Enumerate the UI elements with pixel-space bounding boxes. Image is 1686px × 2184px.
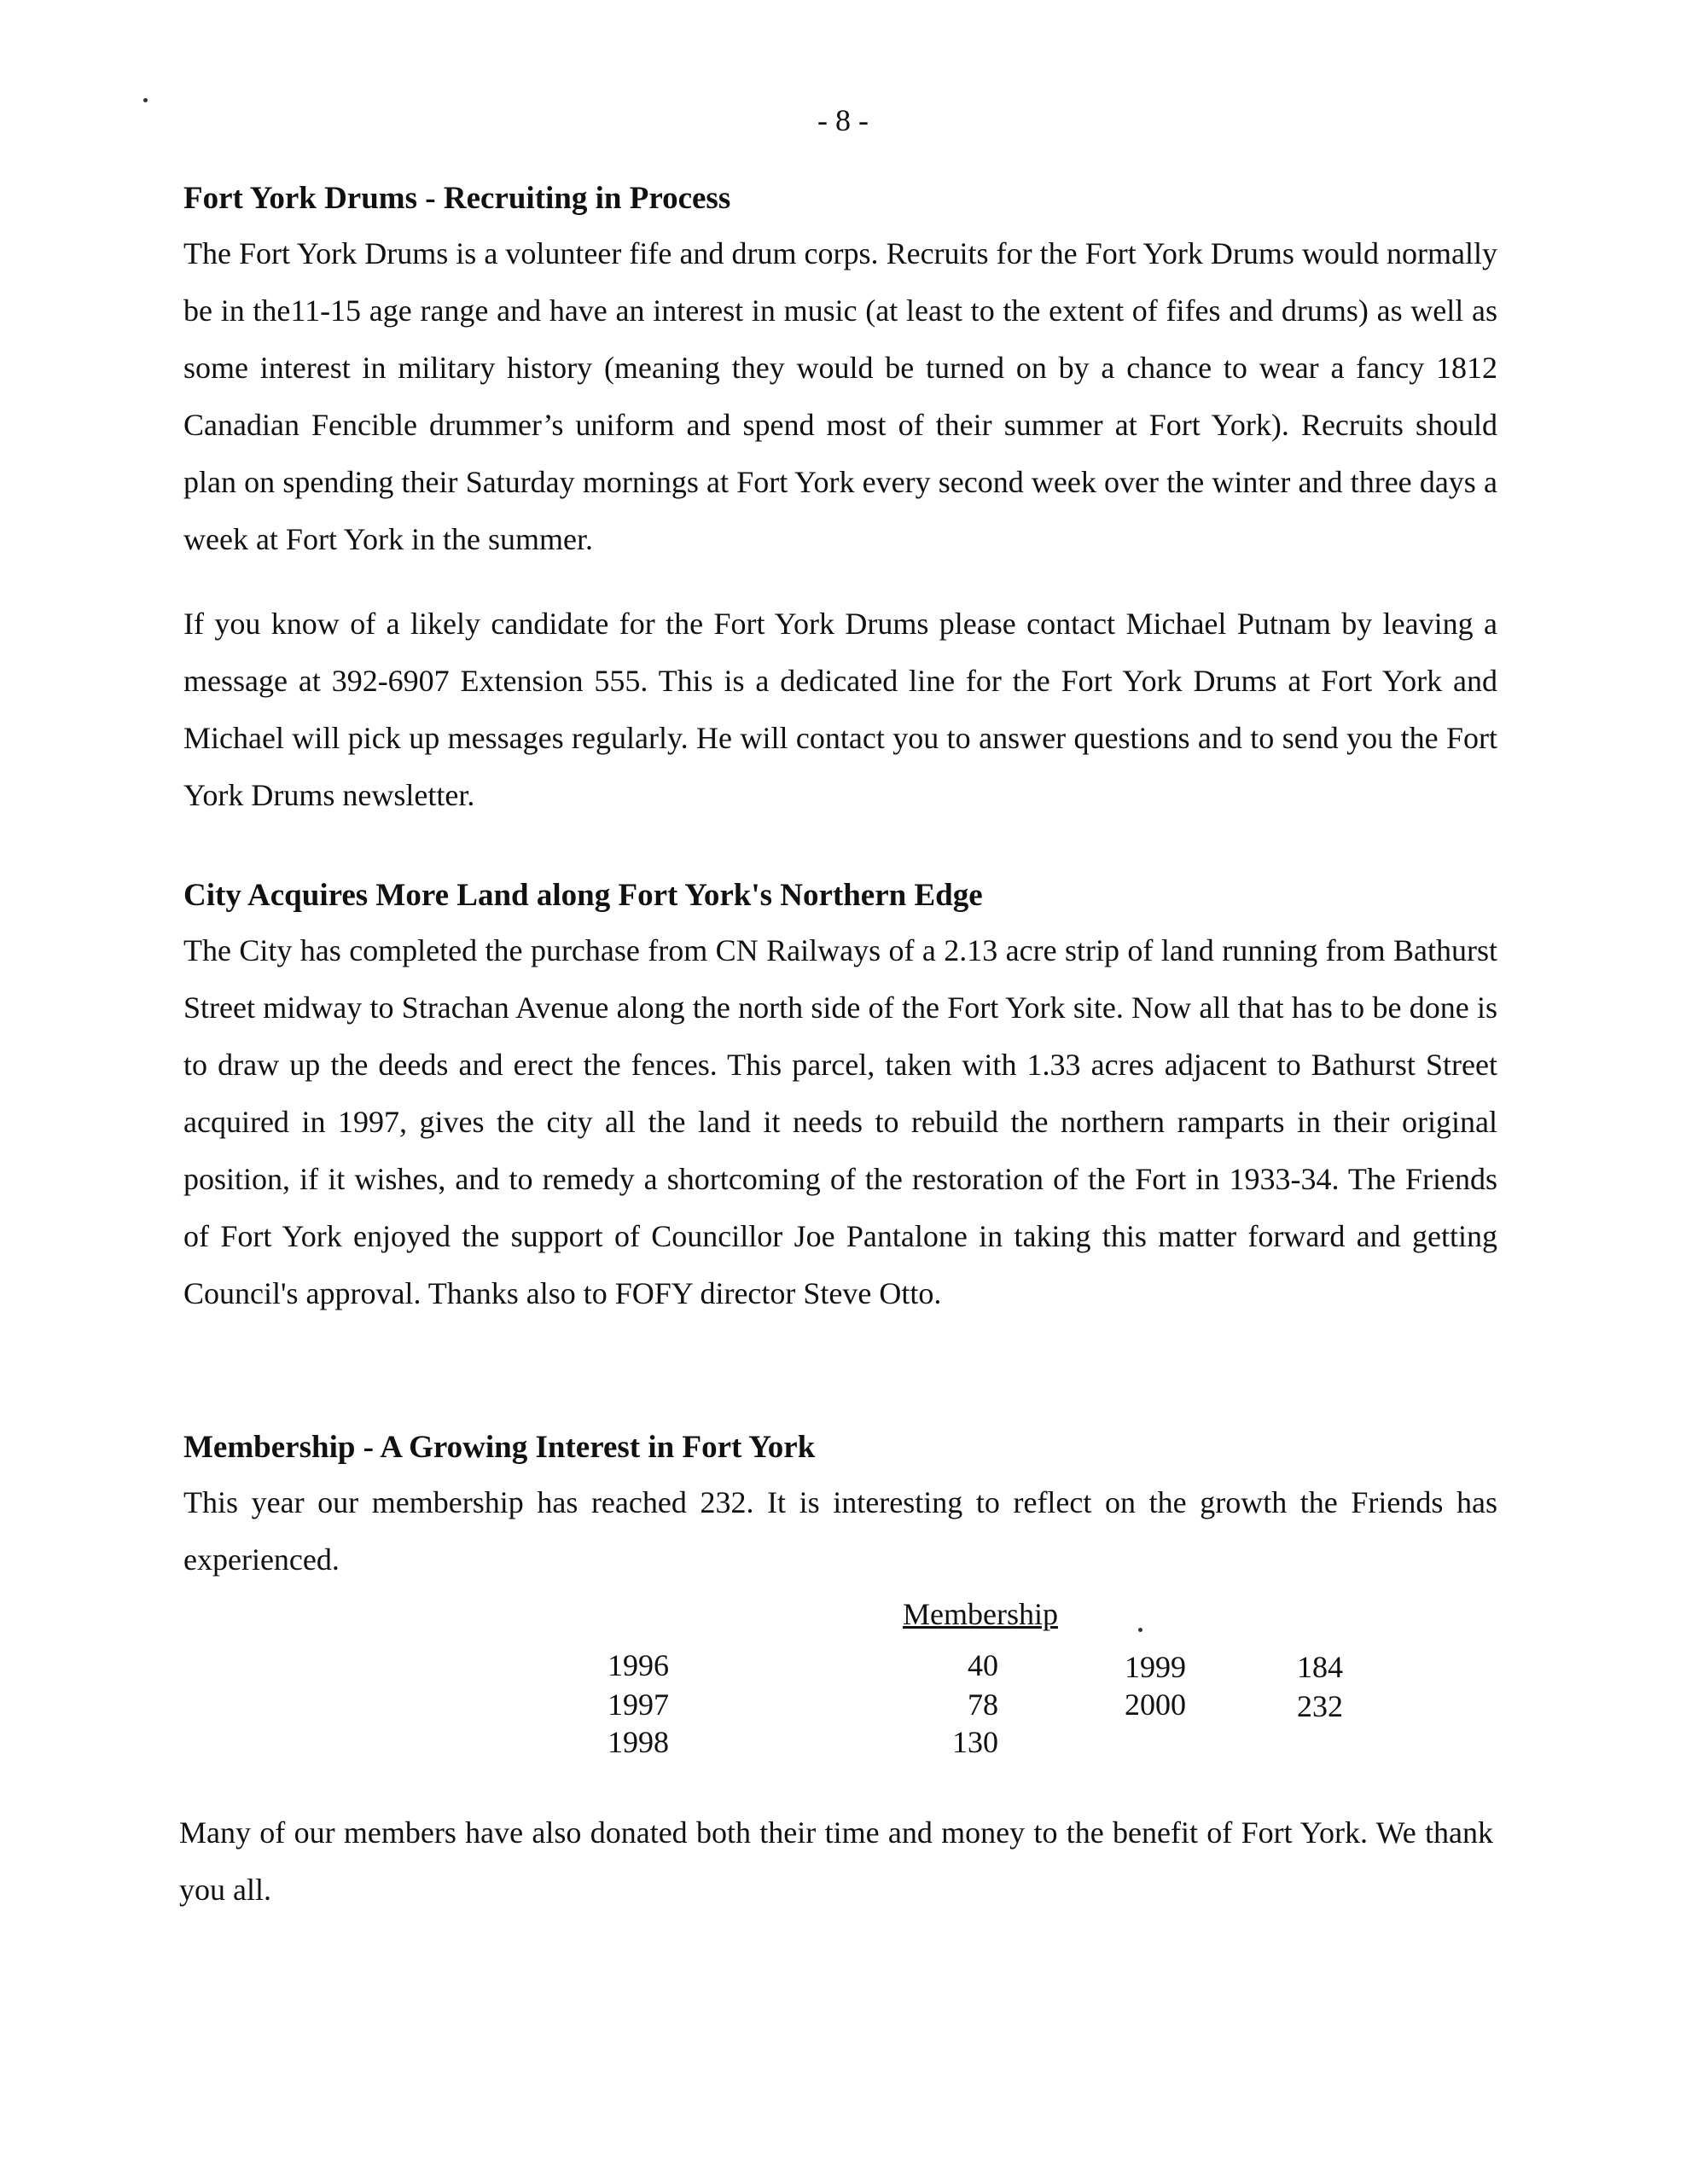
paragraph: Many of our members have also donated both their time and money to the benefit of Fort York. We thank you all. [179, 1815, 1493, 1907]
table-count: 184 [1297, 1650, 1343, 1684]
membership-table [0, 1595, 1686, 1792]
page-number: - 8 - [817, 103, 869, 137]
scan-speck [1138, 1628, 1142, 1632]
table-year: 1997 [608, 1687, 669, 1722]
table-year: 1998 [608, 1725, 669, 1759]
table-year: 1996 [608, 1648, 669, 1682]
section-heading: Membership - A Growing Interest in Fort York [183, 1430, 816, 1465]
table-year: 1999 [1125, 1650, 1186, 1684]
table-header: Membership [903, 1597, 1058, 1631]
paragraph: The Fort York Drums is a volunteer fife and drum corps. Recruits for the Fort York Drums would normally be in the11-15 age range and have an interest in music (at least to the extent of fifes and drums) as well as some interest in military history (meaning they would be turned on by a chance to wear a fancy 1812 Canadian Fencible drummer’s uniform and spend most of their summer at Fort York). Recruits should plan on spending their Saturday mornings at Fort York every second week over the winter and three days a week at Fort York in the summer. [183, 236, 1497, 556]
section-heading: City Acquires More Land along Fort York's Northern Edge [183, 878, 983, 913]
section-fort-york-drums [183, 177, 1497, 824]
section-closing [179, 1804, 1493, 1919]
section-membership [183, 1426, 1497, 1589]
table-count: 78 [968, 1687, 998, 1722]
paragraph: The City has completed the purchase from CN Railways of a 2.13 acre strip of land running from Bathurst Street midway to Strachan Avenue along the north side of the Fort York site. Now all that has to be done is to draw up the deeds and erect the fences. This parcel, taken with 1.33 acres adjacent to Bathurst Street acquired in 1997, gives the city all the land it needs to rebuild the northern ramparts in their original position, if it wishes, and to remedy a shortcoming of the restoration of the Fort in 1933-34. The Friends of Fort York enjoyed the support of Councillor Joe Pantalone in taking this matter forward and getting Council's approval. Thanks also to FOFY director Steve Otto. [183, 933, 1497, 1310]
section-city-acquires-land [183, 874, 1497, 1322]
table-year: 2000 [1125, 1687, 1186, 1722]
paragraph: This year our membership has reached 232. It is interesting to reflect on the growth the Friends has experienced. [183, 1485, 1497, 1577]
table-count: 232 [1297, 1689, 1343, 1723]
section-heading: Fort York Drums - Recruiting in Process [183, 181, 731, 216]
table-count: 40 [968, 1648, 998, 1682]
scan-speck [143, 98, 148, 102]
table-count: 130 [952, 1725, 998, 1759]
paragraph: If you know of a likely candidate for the Fort York Drums please contact Michael Putnam by leaving a message at 392-6907 Extension 555. This is a dedicated line for the Fort York Drums at Fort York and Michael will pick up messages regularly. He will contact you to answer questions and to send you the Fort York Drums newsletter. [183, 607, 1497, 812]
